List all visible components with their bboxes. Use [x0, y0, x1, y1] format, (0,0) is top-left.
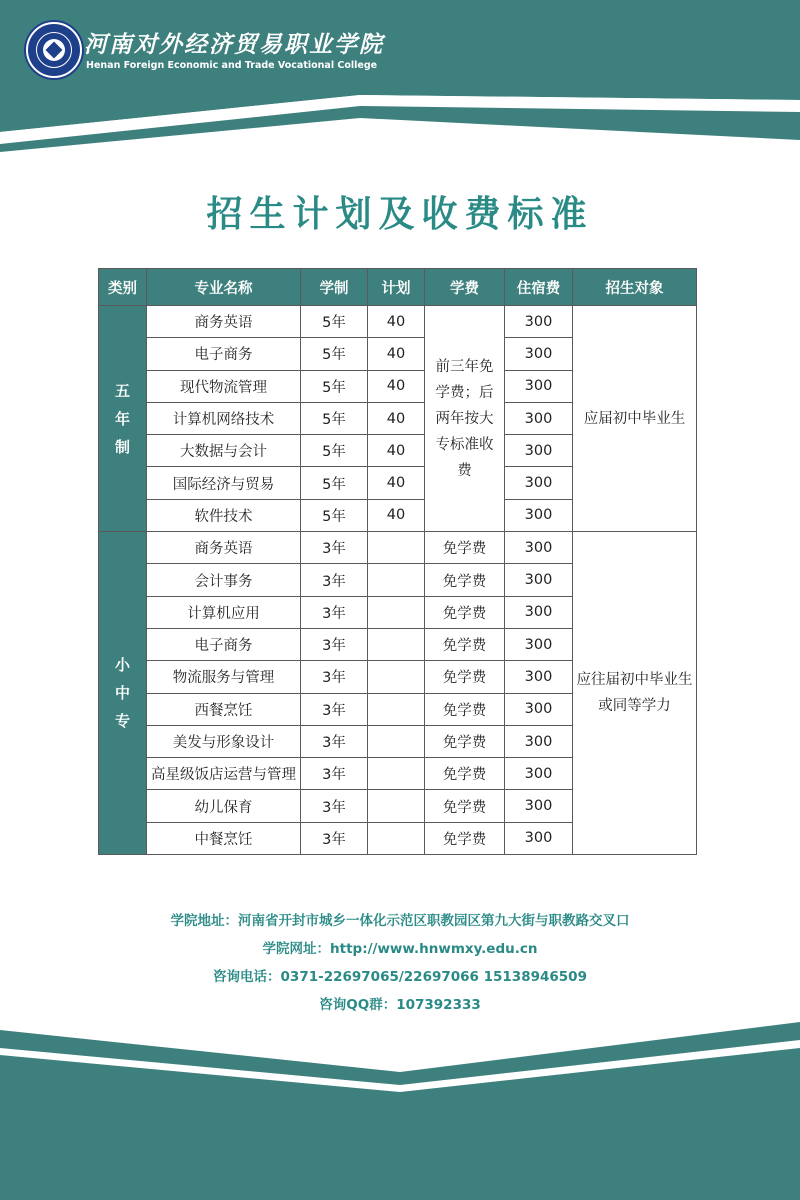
major-cell: 现代物流管理: [147, 370, 301, 402]
header-duration: 学制: [301, 269, 368, 306]
address-label: 学院地址：: [170, 913, 238, 929]
duration-cell: 5年: [301, 402, 368, 434]
major-cell: 会计事务: [147, 564, 301, 596]
phone-value: 0371-22697065/22697066 15138946509: [280, 969, 587, 985]
phone-line: [0, 963, 800, 991]
major-cell: 商务英语: [147, 532, 301, 564]
lodging-cell: 300: [505, 532, 573, 564]
major-cell: 电子商务: [147, 628, 301, 660]
phone-label: 咨询电话：: [213, 969, 281, 985]
target-text: 应届初中毕业生: [583, 410, 686, 427]
plan-cell: [368, 661, 425, 693]
tuition-note: 前三年免学费；后两年按大专标准收费: [435, 358, 494, 479]
major-cell: 软件技术: [147, 499, 301, 531]
duration-cell: 5年: [301, 435, 368, 467]
major-cell: 大数据与会计: [147, 435, 301, 467]
target-text: 应往届初中毕业生或同等学力: [576, 672, 693, 715]
lodging-cell: 300: [505, 435, 573, 467]
plan-cell: [368, 822, 425, 854]
major-cell: 计算机应用: [147, 596, 301, 628]
target-cell: [573, 306, 697, 532]
duration-cell: 3年: [301, 661, 368, 693]
plan-cell: [368, 532, 425, 564]
header-major: 专业名称: [147, 269, 301, 306]
plan-cell: 40: [368, 370, 425, 402]
plan-cell: [368, 628, 425, 660]
lodging-cell: 300: [505, 596, 573, 628]
contact-info: [0, 907, 800, 1019]
tuition-cell: 免学费: [425, 758, 505, 790]
lodging-cell: 300: [505, 402, 573, 434]
duration-cell: 5年: [301, 338, 368, 370]
duration-cell: 3年: [301, 758, 368, 790]
plan-cell: 40: [368, 338, 425, 370]
duration-cell: 3年: [301, 532, 368, 564]
tuition-cell: 免学费: [425, 661, 505, 693]
website-line: [0, 935, 800, 963]
tuition-cell: 免学费: [425, 693, 505, 725]
qq-value: 107392333: [396, 997, 481, 1013]
duration-cell: 3年: [301, 725, 368, 757]
lodging-cell: 300: [505, 725, 573, 757]
qq-label: 咨询QQ群：: [319, 997, 397, 1013]
lodging-cell: 300: [505, 499, 573, 531]
lodging-cell: 300: [505, 822, 573, 854]
tuition-cell: 免学费: [425, 564, 505, 596]
plan-cell: 40: [368, 467, 425, 499]
lodging-cell: 300: [505, 564, 573, 596]
major-cell: 高星级饭店运营与管理: [147, 758, 301, 790]
table-header-row: [99, 269, 697, 306]
tuition-note-cell: [425, 306, 505, 532]
header-tuition: 学费: [425, 269, 505, 306]
lodging-cell: 300: [505, 306, 573, 338]
duration-cell: 3年: [301, 596, 368, 628]
lodging-cell: 300: [505, 467, 573, 499]
address-value: 河南省开封市城乡一体化示范区职教园区第九大街与职教路交叉口: [238, 913, 630, 929]
tuition-cell: 免学费: [425, 532, 505, 564]
category-label: 小中专: [114, 656, 130, 731]
lodging-cell: 300: [505, 661, 573, 693]
lodging-cell: 300: [505, 628, 573, 660]
lodging-cell: 300: [505, 790, 573, 822]
table-row: [99, 306, 697, 338]
enrollment-table: [98, 268, 697, 855]
enrollment-table-wrap: [98, 268, 697, 855]
website-label: 学院网址：: [262, 941, 331, 957]
lodging-cell: 300: [505, 758, 573, 790]
major-cell: 西餐烹饪: [147, 693, 301, 725]
college-name-cn: 河南对外经济贸易职业学院: [84, 31, 384, 58]
duration-cell: 3年: [301, 564, 368, 596]
major-cell: 中餐烹饪: [147, 822, 301, 854]
qq-line: [0, 991, 800, 1019]
major-cell: 美发与形象设计: [147, 725, 301, 757]
duration-cell: 3年: [301, 822, 368, 854]
category-cell: [99, 532, 147, 855]
plan-cell: [368, 564, 425, 596]
college-name-en: Henan Foreign Economic and Trade Vocational College: [86, 60, 378, 71]
address-line: [0, 907, 800, 935]
lodging-cell: 300: [505, 338, 573, 370]
target-cell: [573, 532, 697, 855]
major-cell: 物流服务与管理: [147, 661, 301, 693]
category-cell: [99, 306, 147, 532]
header-lodging: 住宿费: [505, 269, 573, 306]
tuition-cell: 免学费: [425, 822, 505, 854]
major-cell: 幼儿保育: [147, 790, 301, 822]
plan-cell: 40: [368, 499, 425, 531]
plan-cell: 40: [368, 435, 425, 467]
duration-cell: 5年: [301, 370, 368, 402]
plan-cell: [368, 596, 425, 628]
website-link[interactable]: http://www.hnwmxy.edu.cn: [330, 941, 538, 957]
duration-cell: 5年: [301, 499, 368, 531]
duration-cell: 5年: [301, 306, 368, 338]
duration-cell: 3年: [301, 628, 368, 660]
duration-cell: 5年: [301, 467, 368, 499]
tuition-cell: 免学费: [425, 596, 505, 628]
category-label: 五年制: [114, 381, 130, 456]
plan-cell: [368, 790, 425, 822]
header-target: 招生对象: [573, 269, 697, 306]
tuition-cell: 免学费: [425, 628, 505, 660]
plan-cell: [368, 725, 425, 757]
page-title: 招生计划及收费标准: [206, 194, 594, 235]
major-cell: 国际经济与贸易: [147, 467, 301, 499]
lodging-cell: 300: [505, 693, 573, 725]
duration-cell: 3年: [301, 790, 368, 822]
plan-cell: 40: [368, 306, 425, 338]
duration-cell: 3年: [301, 693, 368, 725]
table-row: [99, 532, 697, 564]
header-plan: 计划: [368, 269, 425, 306]
lodging-cell: 300: [505, 370, 573, 402]
header-category: 类别: [99, 269, 147, 306]
plan-cell: [368, 693, 425, 725]
college-seal-icon: [26, 22, 82, 78]
plan-cell: [368, 758, 425, 790]
major-cell: 电子商务: [147, 338, 301, 370]
plan-cell: 40: [368, 402, 425, 434]
major-cell: 计算机网络技术: [147, 402, 301, 434]
tuition-cell: 免学费: [425, 725, 505, 757]
major-cell: 商务英语: [147, 306, 301, 338]
tuition-cell: 免学费: [425, 790, 505, 822]
